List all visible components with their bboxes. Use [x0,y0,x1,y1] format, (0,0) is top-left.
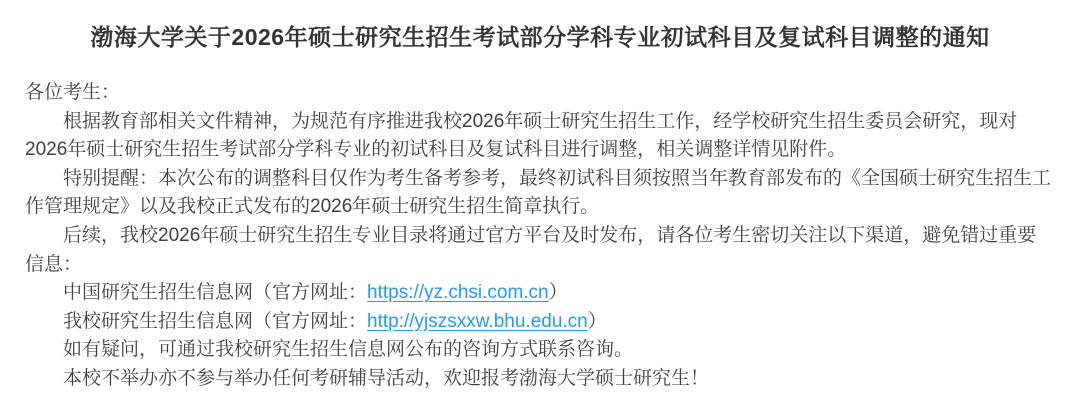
paragraph-disclaimer: 本校不举办亦不参与举办任何考研辅导活动，欢迎报考渤海大学硕士研究生！ [63,367,710,389]
salutation: 各位考生： [25,82,121,103]
paragraph-contact-info: 如有疑问，可通过我校研究生招生信息网公布的咨询方式联系咨询。 [63,339,634,361]
paragraph-special-reminder: 特别提醒：本次公布的调整科目仅作为考生备考参考，最终初试科目须按照当年教育部发布的《全国硕士研究生招生工作管理规定》以及我校正式发布的2026年硕士研究生招生简章执行。 [25,167,1052,218]
channel-bhu-suffix: ） [587,310,607,332]
bhu-url-link[interactable]: http://yjszsxxw.bhu.edu.cn [367,310,588,332]
chsi-url-link[interactable]: https://yz.chsi.com.cn [367,282,549,304]
channel-item-bhu [25,308,1055,337]
paragraph-intro: 根据教育部相关文件精神，为规范有序推进我校2026年硕士研究生招生工作，经学校研究生招生委员会研究，现对2026年硕士研究生招生考试部分学科专业的初试科目及复试科目进行调整，相关调整详情见附件。 [25,110,1018,161]
channel-item-chsi [25,279,1055,308]
notice-title: 渤海大学关于2026年硕士研究生招生考试部分学科专业初试科目及复试科目调整的通知 [90,24,990,50]
channel-chsi-suffix: ） [548,282,568,304]
channel-bhu-label: 我校研究生招生信息网（官方网址： [63,310,368,332]
channel-chsi-label: 中国研究生招生信息网（官方网址： [63,282,368,304]
paragraph-followup-channels: 后续，我校2026年硕士研究生招生专业目录将通过官方平台及时发布，请各位考生密切关注以下渠道，避免错过重要信息： [25,224,1037,275]
